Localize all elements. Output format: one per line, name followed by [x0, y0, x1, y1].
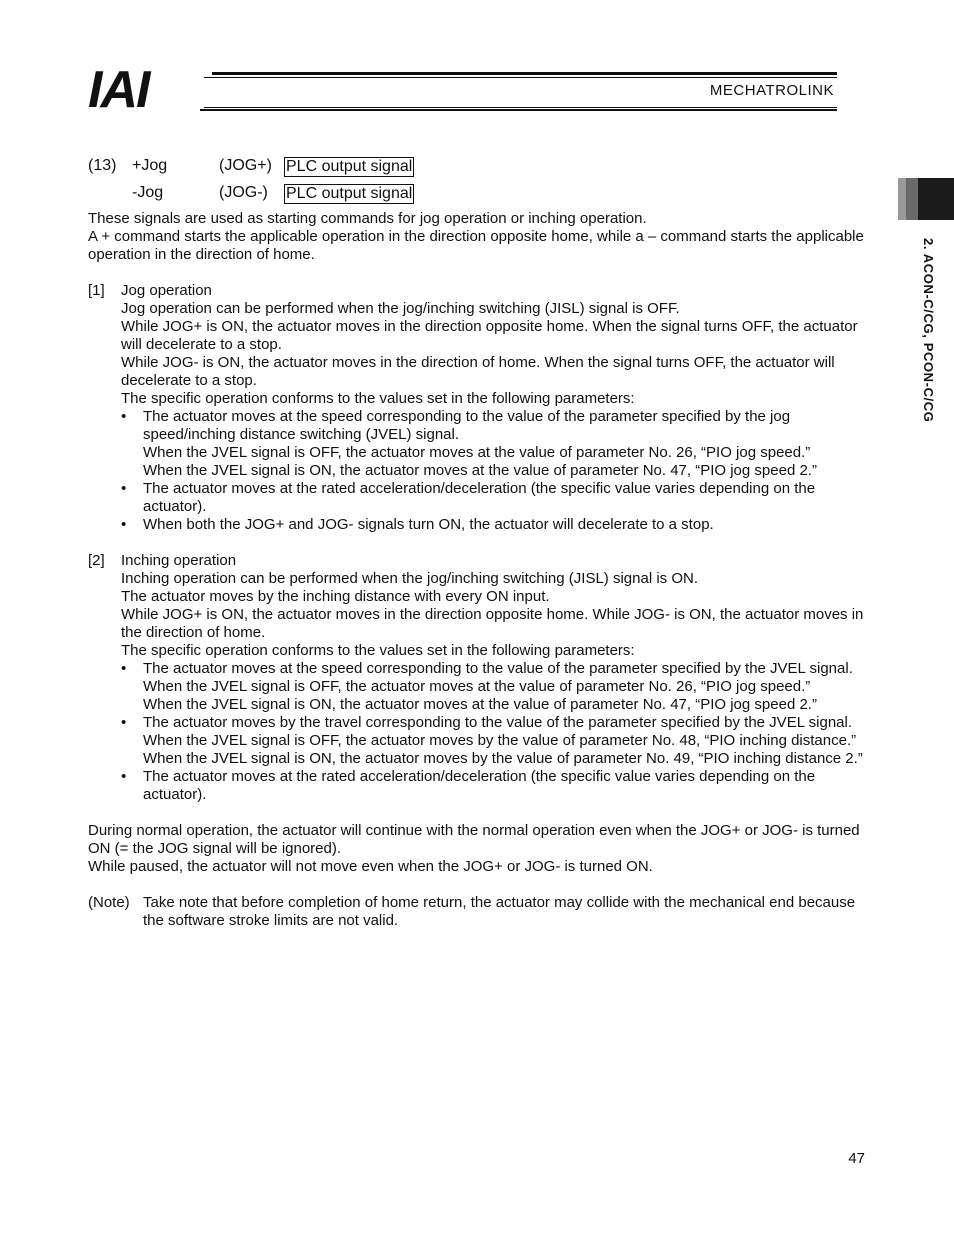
note-text: Take note that before completion of home return, the actuator may collide with the mechanical end because the software stroke limits are not valid.: [143, 894, 856, 929]
section-inching-operation: [88, 552, 868, 804]
intro-paragraph: A + command starts the applicable operation in the direction opposite home, while a – command starts the applicable operation in the direction of home.: [88, 228, 864, 263]
bullet-subtext: When the JVEL signal is OFF, the actuator moves by the value of parameter No. 48, “PIO inching distance.”: [143, 732, 857, 749]
bullet-glyph: •: [121, 408, 127, 425]
bullet-subtext: When the JVEL signal is ON, the actuator moves at the value of parameter No. 47, “PIO jog speed 2.”: [143, 696, 817, 713]
iai-logo: IAI: [88, 61, 149, 119]
list-item: [121, 480, 868, 516]
chapter-tab-label: 2. ACON-C/CG, PCON-C/CG: [921, 238, 936, 423]
header-rule: [204, 107, 837, 108]
section-jog-operation: [88, 282, 868, 534]
header-rule: [204, 77, 837, 78]
bullet-list: [121, 660, 868, 804]
bullet-glyph: •: [121, 768, 127, 785]
section-line: The specific operation conforms to the values set in the following parameters:: [121, 390, 635, 407]
section-line: While JOG+ is ON, the actuator moves in the direction opposite home. When the signal turns OFF, the actuator will decelerate to a stop.: [121, 318, 858, 353]
list-item: [121, 714, 868, 768]
bullet-subtext: When the JVEL signal is ON, the actuator moves at the value of parameter No. 47, “PIO jog speed 2.”: [143, 462, 817, 479]
bullet-text: The actuator moves at the speed corresponding to the value of the parameter specified by the JVEL signal.: [143, 660, 853, 677]
chapter-tab-block: [918, 178, 954, 220]
bullet-subtext: When the JVEL signal is OFF, the actuator moves at the value of parameter No. 26, “PIO jog speed.”: [143, 678, 811, 695]
bullet-text: When both the JOG+ and JOG- signals turn ON, the actuator will decelerate to a stop.: [143, 516, 714, 533]
brand-label: MECHATROLINK: [709, 82, 834, 99]
section-line: The specific operation conforms to the values set in the following parameters:: [121, 642, 635, 659]
bullet-glyph: •: [121, 714, 127, 731]
closing-paragraph: While paused, the actuator will not move even when the JOG+ or JOG- is turned ON.: [88, 858, 653, 875]
signal-code: (JOG-): [219, 184, 268, 201]
list-item: [121, 660, 868, 714]
section-line: While JOG- is ON, the actuator moves in the direction of home. When the signal turns OFF, the actuator will decelerate to a stop.: [121, 354, 835, 389]
section-number: [1]: [88, 282, 105, 299]
note-label: (Note): [88, 894, 130, 911]
bullet-text: The actuator moves by the travel corresponding to the value of the parameter specified by the JVEL signal.: [143, 714, 853, 731]
note-block: [88, 894, 868, 930]
chapter-tab-stripe: [898, 178, 906, 220]
list-item: [121, 768, 868, 804]
bullet-list: [121, 408, 868, 534]
intro-paragraph: These signals are used as starting commands for jog operation or inching operation.: [88, 210, 647, 227]
bullet-text: The actuator moves at the rated acceleration/deceleration (the specific value varies depending on the actuator).: [143, 768, 816, 803]
body-text: [88, 210, 868, 930]
bullet-glyph: •: [121, 516, 127, 533]
header-rule: [200, 109, 837, 111]
bullet-subtext: When the JVEL signal is ON, the actuator moves by the value of parameter No. 49, “PIO inching distance 2.”: [143, 750, 863, 767]
list-item: [121, 516, 868, 534]
section-line: Inching operation can be performed when the jog/inching switching (JISL) signal is ON.: [121, 570, 698, 587]
signal-number: (13): [88, 157, 117, 174]
list-item: [121, 408, 868, 480]
header-rule: [212, 72, 837, 75]
page-number: 47: [848, 1150, 865, 1167]
signal-type-box: PLC output signal: [286, 158, 413, 175]
closing-paragraph: During normal operation, the actuator will continue with the normal operation even when the JOG+ or JOG- is turned ON (= the JOG signal will be ignored).: [88, 822, 860, 857]
signal-type-box: PLC output signal: [286, 185, 413, 202]
section-line: While JOG+ is ON, the actuator moves in the direction opposite home. While JOG- is ON, the actuator moves in the direction of home.: [121, 606, 864, 641]
section-line: The actuator moves by the inching distance with every ON input.: [121, 588, 550, 605]
chapter-tab-stripe: [906, 178, 918, 220]
section-title: Jog operation: [121, 282, 212, 299]
bullet-text: The actuator moves at the speed corresponding to the value of the parameter specified by the jog speed/inching distance switching (JVEL) signal.: [143, 408, 791, 443]
bullet-text: The actuator moves at the rated acceleration/deceleration (the specific value varies depending on the actuator).: [143, 480, 816, 515]
section-title: Inching operation: [121, 552, 237, 569]
bullet-glyph: •: [121, 480, 127, 497]
bullet-glyph: •: [121, 660, 127, 677]
signal-code: (JOG+): [219, 157, 272, 174]
section-line: Jog operation can be performed when the jog/inching switching (JISL) signal is OFF.: [121, 300, 680, 317]
section-number: [2]: [88, 552, 105, 569]
bullet-subtext: When the JVEL signal is OFF, the actuator moves at the value of parameter No. 26, “PIO jog speed.”: [143, 444, 811, 461]
signal-name: +Jog: [132, 157, 168, 174]
signal-name: -Jog: [132, 184, 164, 201]
